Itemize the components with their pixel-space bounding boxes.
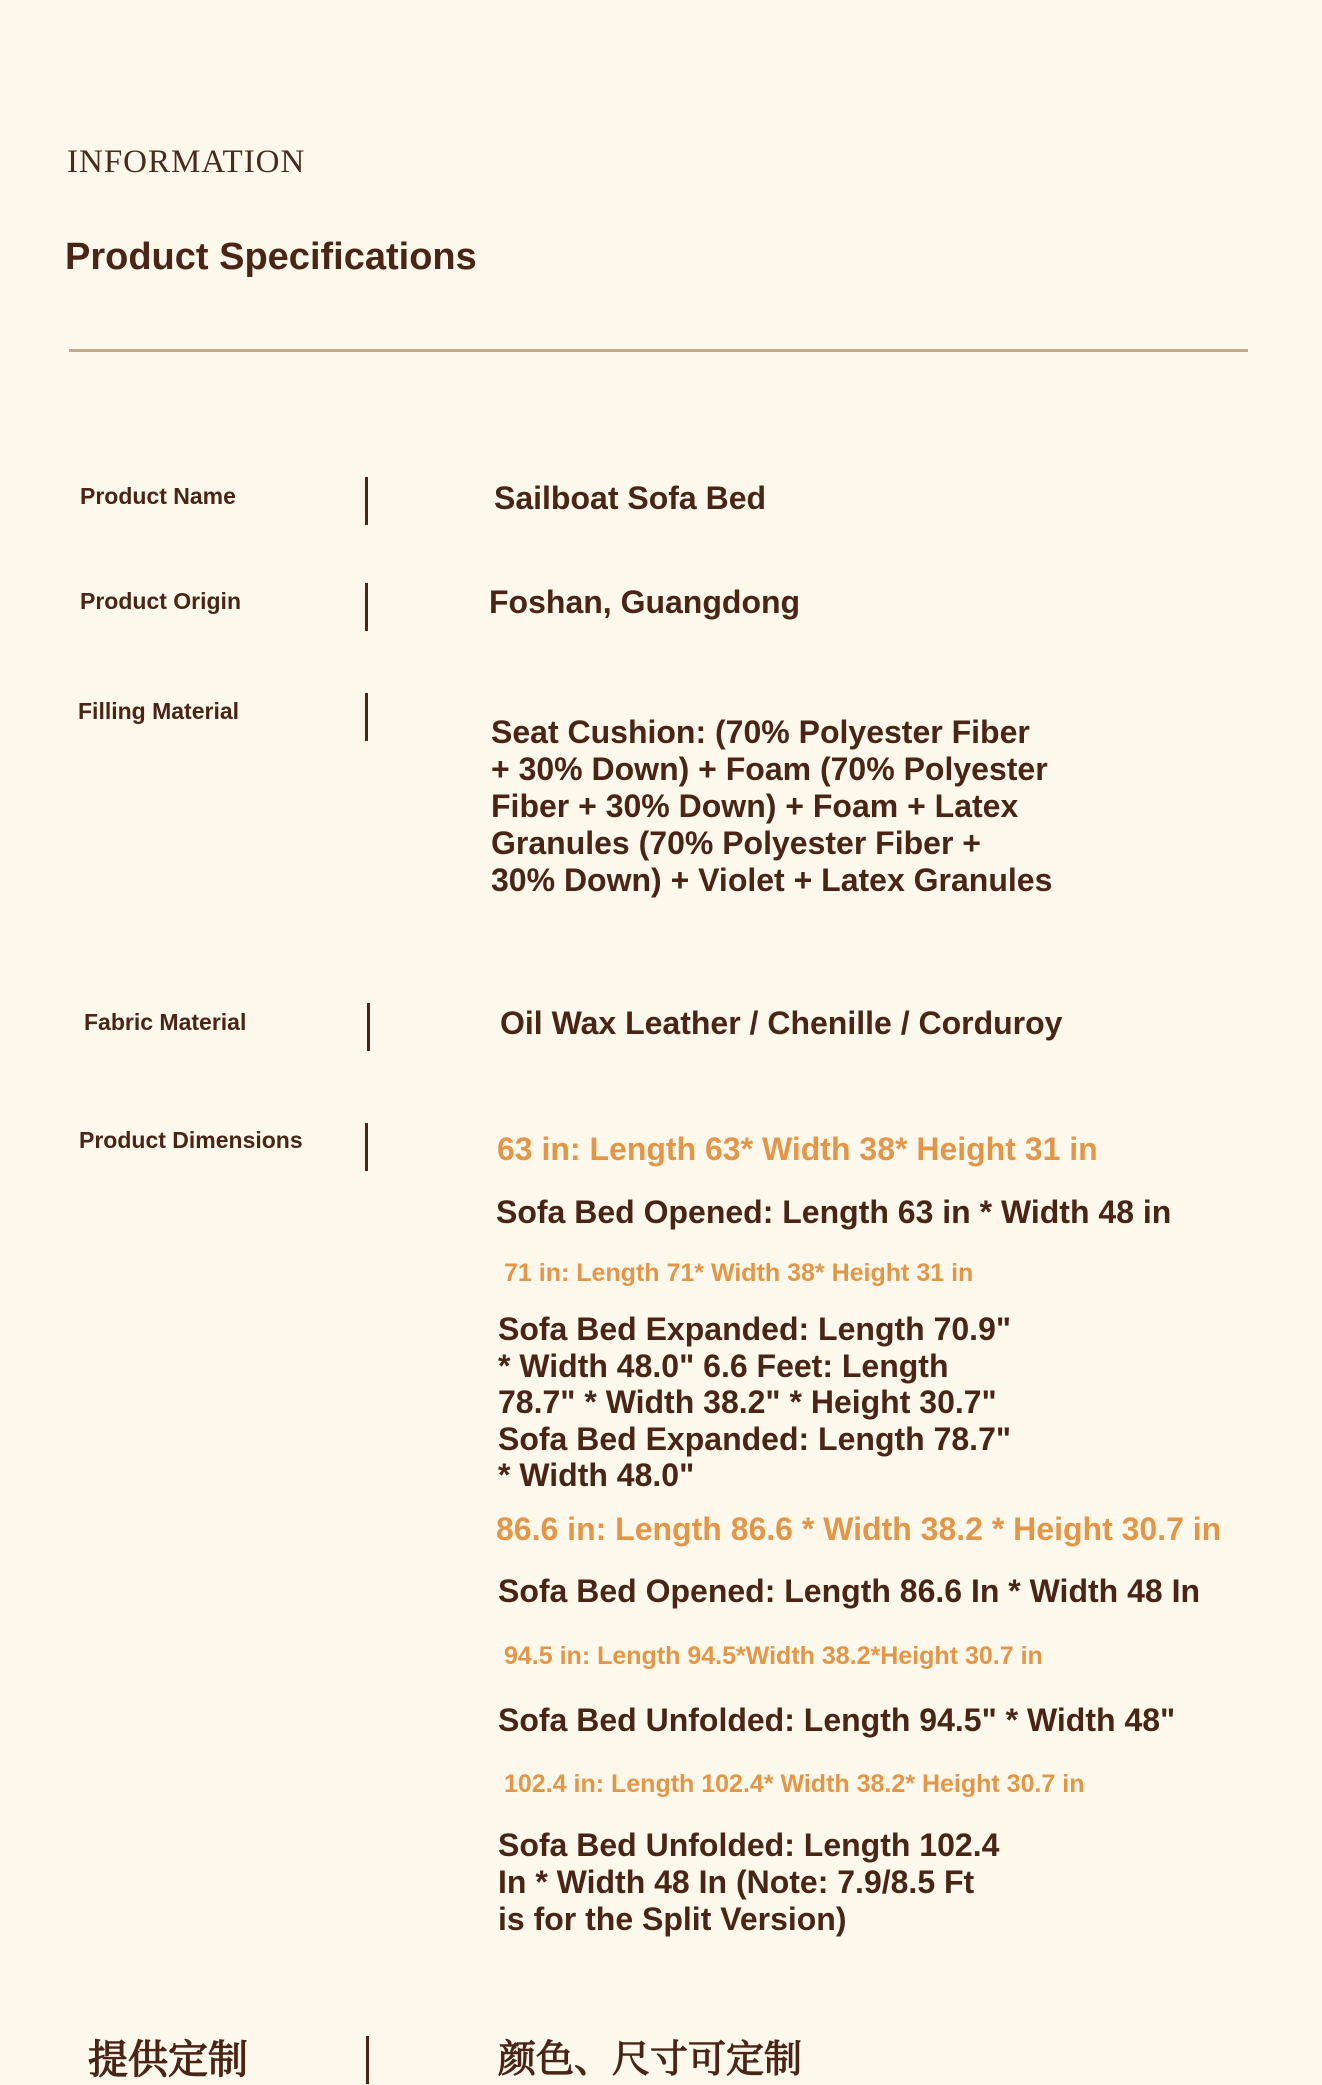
spec-label-customization: 提供定制 — [88, 2038, 248, 2082]
dimension-size-detail — [498, 1311, 1198, 1494]
spec-label-product-origin: Product Origin — [80, 588, 241, 614]
dimension-detail-line: is for the Split Version) — [498, 1901, 847, 1937]
filling-line: Fiber + 30% Down) + Foam + Latex — [491, 788, 1019, 824]
spec-separator — [365, 693, 368, 741]
dimension-detail-line: Sofa Bed Unfolded: Length 102.4 — [498, 1827, 1000, 1863]
spec-value-filling-material — [491, 714, 1191, 899]
spec-label-fabric-material: Fabric Material — [84, 1009, 247, 1035]
filling-line: Granules (70% Polyester Fiber + — [491, 825, 981, 861]
spec-separator — [367, 1003, 370, 1051]
dimension-detail-line: In * Width 48 In (Note: 7.9/8.5 Ft — [498, 1864, 975, 1900]
spec-value-product-name: Sailboat Sofa Bed — [494, 480, 767, 516]
dimension-detail-line: Sofa Bed Expanded: Length 78.7" — [498, 1420, 1012, 1457]
dimension-size-title: 71 in: Length 71* Width 38* Height 31 in — [504, 1259, 974, 1287]
spec-value-customization: 颜色、尺寸可定制 — [498, 2039, 803, 2081]
divider-line — [69, 349, 1248, 352]
spec-separator — [365, 1123, 368, 1171]
dimension-size-detail: Sofa Bed Unfolded: Length 94.5" * Width 48" — [498, 1702, 1176, 1738]
dimension-size-detail — [498, 1827, 1198, 1938]
spec-value-product-origin: Foshan, Guangdong — [489, 584, 801, 620]
spec-label-filling-material: Filling Material — [78, 698, 240, 724]
dimension-size-title: 63 in: Length 63* Width 38* Height 31 in — [497, 1131, 1098, 1167]
filling-line: 30% Down) + Violet + Latex Granules — [491, 862, 1053, 898]
page-title: Product Specifications — [65, 236, 477, 278]
dimension-detail-line: * Width 48.0" — [498, 1457, 695, 1493]
spec-separator — [365, 583, 368, 631]
filling-line: + 30% Down) + Foam (70% Polyester — [491, 751, 1048, 787]
dimension-size-title: 102.4 in: Length 102.4* Width 38.2* Height 30.7 in — [504, 1770, 1085, 1798]
dimension-size-title: 94.5 in: Length 94.5*Width 38.2*Height 30.7 in — [504, 1642, 1043, 1670]
dimension-detail-line: * Width 48.0" 6.6 Feet: Length — [498, 1347, 949, 1384]
dimension-size-detail: Sofa Bed Opened: Length 86.6 In * Width 48 In — [498, 1573, 1200, 1609]
dimension-detail-line: Sofa Bed Expanded: Length 70.9" — [498, 1311, 1012, 1347]
spec-separator — [365, 477, 368, 525]
spec-label-product-name: Product Name — [80, 483, 236, 509]
filling-line: Seat Cushion: (70% Polyester Fiber — [491, 714, 1030, 750]
spec-label-product-dimensions: Product Dimensions — [79, 1127, 303, 1153]
dimension-size-detail: Sofa Bed Opened: Length 63 in * Width 48 in — [496, 1194, 1172, 1230]
dimension-detail-line: 78.7" * Width 38.2" * Height 30.7" — [498, 1384, 997, 1420]
dimension-size-title: 86.6 in: Length 86.6 * Width 38.2 * Height 30.7 in — [496, 1511, 1222, 1547]
spec-separator — [366, 2036, 369, 2084]
spec-value-fabric-material: Oil Wax Leather / Chenille / Corduroy — [500, 1005, 1063, 1041]
section-eyebrow: INFORMATION — [67, 144, 306, 180]
